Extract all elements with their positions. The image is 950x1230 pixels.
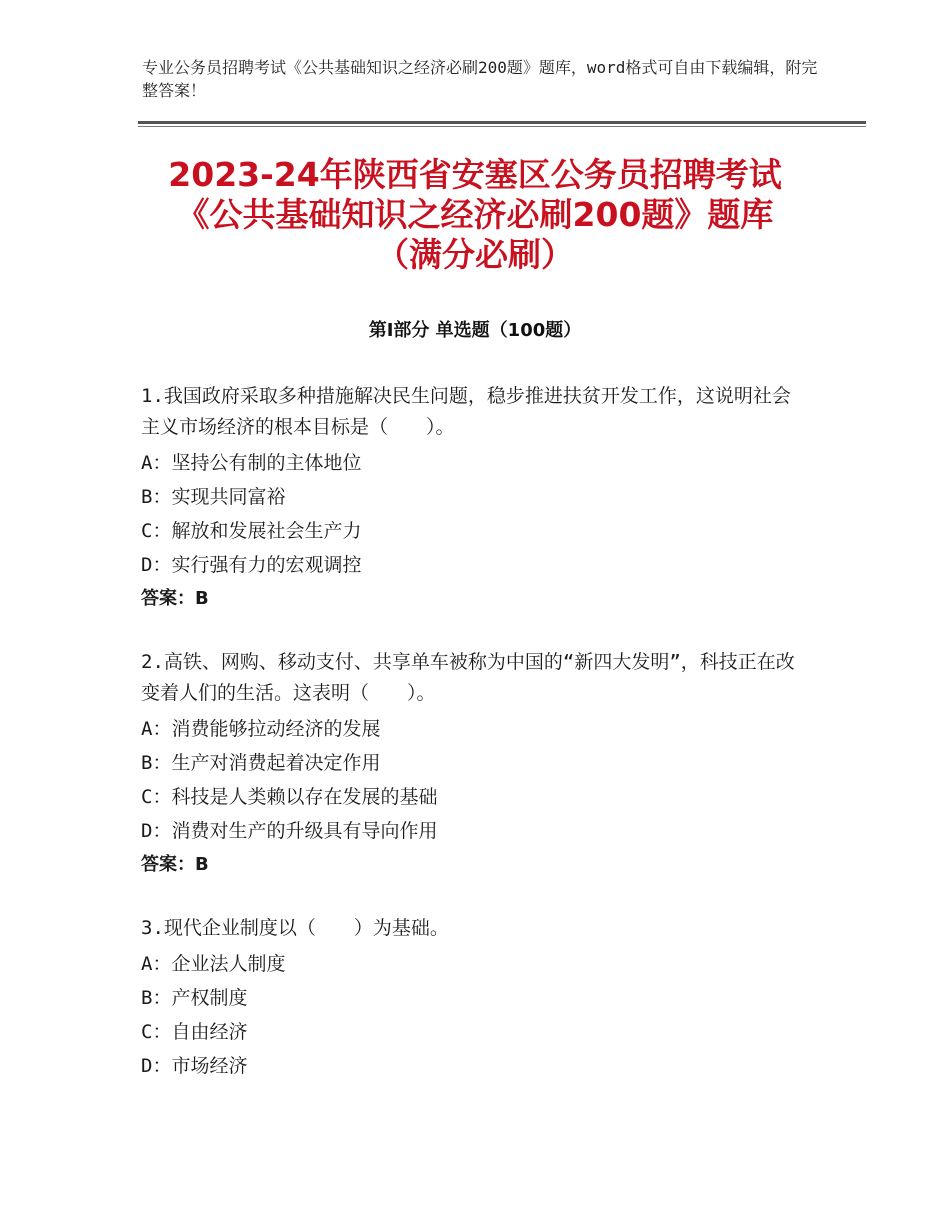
header-divider-thick bbox=[138, 121, 866, 124]
question-2 bbox=[141, 647, 801, 882]
question-text: 3.现代企业制度以（ ）为基础。 bbox=[141, 917, 449, 939]
option-a: A：企业法人制度 bbox=[141, 953, 286, 975]
question-text: 1.我国政府采取多种措施解决民生问题，稳步推进扶贫开发工作，这说明社会主义市场经济的根本目标是（ ）。 bbox=[141, 385, 791, 438]
answer: 答案：B bbox=[141, 588, 209, 609]
question-list bbox=[141, 381, 801, 1114]
option-d: D：消费对生产的升级具有导向作用 bbox=[141, 820, 438, 842]
header-note: 专业公务员招聘考试《公共基础知识之经济必刷200题》题库，word格式可自由下载编辑，附完整答案！ bbox=[142, 58, 818, 100]
answer: 答案：B bbox=[141, 854, 209, 875]
option-a: A：坚持公有制的主体地位 bbox=[141, 452, 362, 474]
section-heading: 第Ⅰ部分 单选题（100题） bbox=[368, 320, 582, 341]
option-c: C：解放和发展社会生产力 bbox=[141, 520, 362, 542]
option-d: D：实行强有力的宏观调控 bbox=[141, 554, 362, 576]
option-b: B：生产对消费起着决定作用 bbox=[141, 752, 381, 774]
header-divider-thin bbox=[138, 126, 866, 127]
question-text: 2.高铁、网购、移动支付、共享单车被称为中国的“新四大发明”，科技正在改变着人们的生活。这表明（ ）。 bbox=[141, 651, 795, 704]
option-c: C：自由经济 bbox=[141, 1021, 248, 1043]
question-1 bbox=[141, 381, 801, 616]
title-line-3: （满分必刷） bbox=[376, 235, 574, 274]
option-d: D：市场经济 bbox=[141, 1055, 248, 1077]
option-a: A：消费能够拉动经济的发展 bbox=[141, 718, 381, 740]
option-c: C：科技是人类赖以存在发展的基础 bbox=[141, 786, 438, 808]
option-b: B：实现共同富裕 bbox=[141, 486, 286, 508]
question-3 bbox=[141, 913, 801, 1083]
document-title bbox=[100, 155, 850, 275]
title-line-1: 2023-24年陕西省安塞区公务员招聘考试 bbox=[168, 155, 782, 194]
option-b: B：产权制度 bbox=[141, 987, 248, 1009]
title-line-2: 《公共基础知识之经济必刷200题》题库 bbox=[176, 195, 774, 234]
